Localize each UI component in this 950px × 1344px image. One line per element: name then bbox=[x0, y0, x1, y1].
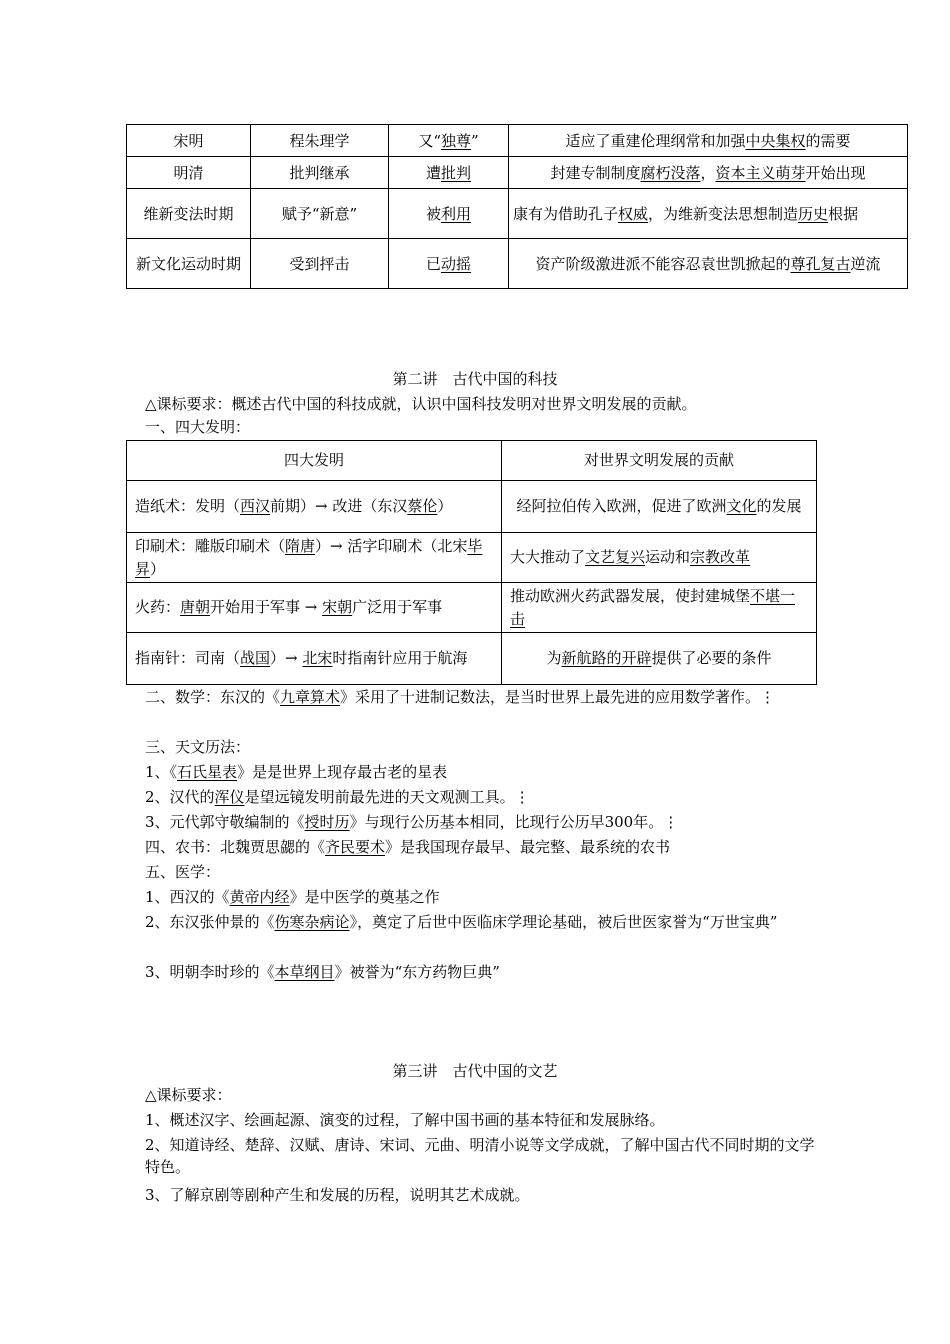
invention-cell: 造纸术：发明（西汉前期）→ 改进（东汉蔡伦） bbox=[127, 481, 502, 533]
invention-cell: 指南针：司南（战国）→ 北宋时指南针应用于航海 bbox=[127, 633, 502, 685]
contribution-cell: 经阿拉伯传入欧洲，促进了欧洲文化的发展 bbox=[502, 481, 817, 533]
era-cell: 维新变法时期 bbox=[127, 189, 251, 239]
description-cell: 康有为借助孔子权威，为维新变法思想制造历史根据 bbox=[509, 189, 908, 239]
requirement-item: 1、概述汉字、绘画起源、演变的过程，了解中国书画的基本特征和发展脉络。 bbox=[145, 1111, 665, 1129]
status-cell: 遭批判 bbox=[389, 157, 509, 189]
inventions-table bbox=[126, 440, 817, 685]
table-row bbox=[127, 189, 908, 239]
status-cell: 又“独尊” bbox=[389, 125, 509, 157]
description-cell: 封建专制制度腐朽没落，资本主义萌芽开始出现 bbox=[509, 157, 908, 189]
contribution-cell: 大大推动了文艺复兴运动和宗教改革 bbox=[502, 533, 817, 583]
requirement-item: 2、知道诗经、楚辞、汉赋、唐诗、宋词、元曲、明清小说等文学成就，了解中国古代不同时期的文学特色。 bbox=[145, 1136, 815, 1176]
table-header-row bbox=[127, 441, 817, 481]
attitude-cell: 程朱理学 bbox=[251, 125, 389, 157]
table-row bbox=[127, 481, 817, 533]
medicine-item: 2、东汉张仲景的《伤寒杂病论》，奠定了后世中医临床学理论基础，被后世医家誉为“万世宝典” bbox=[145, 913, 778, 931]
invention-cell: 火药：唐朝开始用于军事 → 宋朝广泛用于军事 bbox=[127, 583, 502, 633]
description-cell: 适应了重建伦理纲常和加强中央集权的需要 bbox=[509, 125, 908, 157]
math-paragraph: 二、数学：东汉的《九章算术》采用了十进制记数法，是当时世界上最先进的应用数学著作。⋮ bbox=[145, 688, 776, 706]
era-cell: 宋明 bbox=[127, 125, 251, 157]
contribution-cell: 推动欧洲火药武器发展，使封建城堡不堪一击 bbox=[502, 583, 817, 633]
astronomy-item: 1、《石氏星表》是是世界上现存最古老的星表 bbox=[145, 763, 448, 781]
lecture2-requirement: △课标要求：概述古代中国的科技成就，认识中国科技发明对世界文明发展的贡献。 bbox=[145, 395, 697, 413]
attitude-cell: 赋予“新意” bbox=[251, 189, 389, 239]
lecture3-title: 第三讲 古代中国的文艺 bbox=[392, 1062, 558, 1080]
attitude-cell: 受到抨击 bbox=[251, 239, 389, 289]
table-row bbox=[127, 583, 817, 633]
medicine-title: 五、医学： bbox=[145, 863, 221, 881]
column-header: 对世界文明发展的贡献 bbox=[502, 441, 817, 481]
section-four-inventions: 一、四大发明： bbox=[145, 418, 251, 436]
status-cell: 被利用 bbox=[389, 189, 509, 239]
status-cell: 已动摇 bbox=[389, 239, 509, 289]
medicine-item: 3、明朝李时珍的《本草纲目》被誉为“东方药物巨典” bbox=[145, 963, 500, 981]
table-row bbox=[127, 239, 908, 289]
requirement-item: 3、了解京剧等剧种产生和发展的历程，说明其艺术成就。 bbox=[145, 1186, 530, 1204]
table-row bbox=[127, 125, 908, 157]
astronomy-item: 3、元代郭守敬编制的《授时历》与现行公历基本相同，比现行公历早300年。⋮ bbox=[145, 813, 679, 831]
era-cell: 明清 bbox=[127, 157, 251, 189]
astronomy-item: 2、汉代的浑仪是望远镜发明前最先进的天文观测工具。⋮ bbox=[145, 788, 530, 806]
confucianism-table bbox=[126, 124, 908, 289]
invention-cell: 印刷术：雕版印刷术（隋唐）→ 活字印刷术（北宋毕昇） bbox=[127, 533, 502, 583]
lecture3-requirement: △课标要求： bbox=[145, 1086, 232, 1104]
column-header: 四大发明 bbox=[127, 441, 502, 481]
astronomy-title: 三、天文历法： bbox=[145, 738, 251, 756]
agriculture-paragraph: 四、农书：北魏贾思勰的《齐民要术》是我国现存最早、最完整、最系统的农书 bbox=[145, 838, 671, 856]
description-cell: 资产阶级激进派不能容忍袁世凯掀起的尊孔复古逆流 bbox=[509, 239, 908, 289]
table-row bbox=[127, 157, 908, 189]
table-row bbox=[127, 533, 817, 583]
attitude-cell: 批判继承 bbox=[251, 157, 389, 189]
lecture2-title: 第二讲 古代中国的科技 bbox=[392, 370, 558, 388]
contribution-cell: 为新航路的开辟提供了必要的条件 bbox=[502, 633, 817, 685]
table-row bbox=[127, 633, 817, 685]
era-cell: 新文化运动时期 bbox=[127, 239, 251, 289]
medicine-item: 1、西汉的《黄帝内经》是中医学的奠基之作 bbox=[145, 888, 440, 906]
